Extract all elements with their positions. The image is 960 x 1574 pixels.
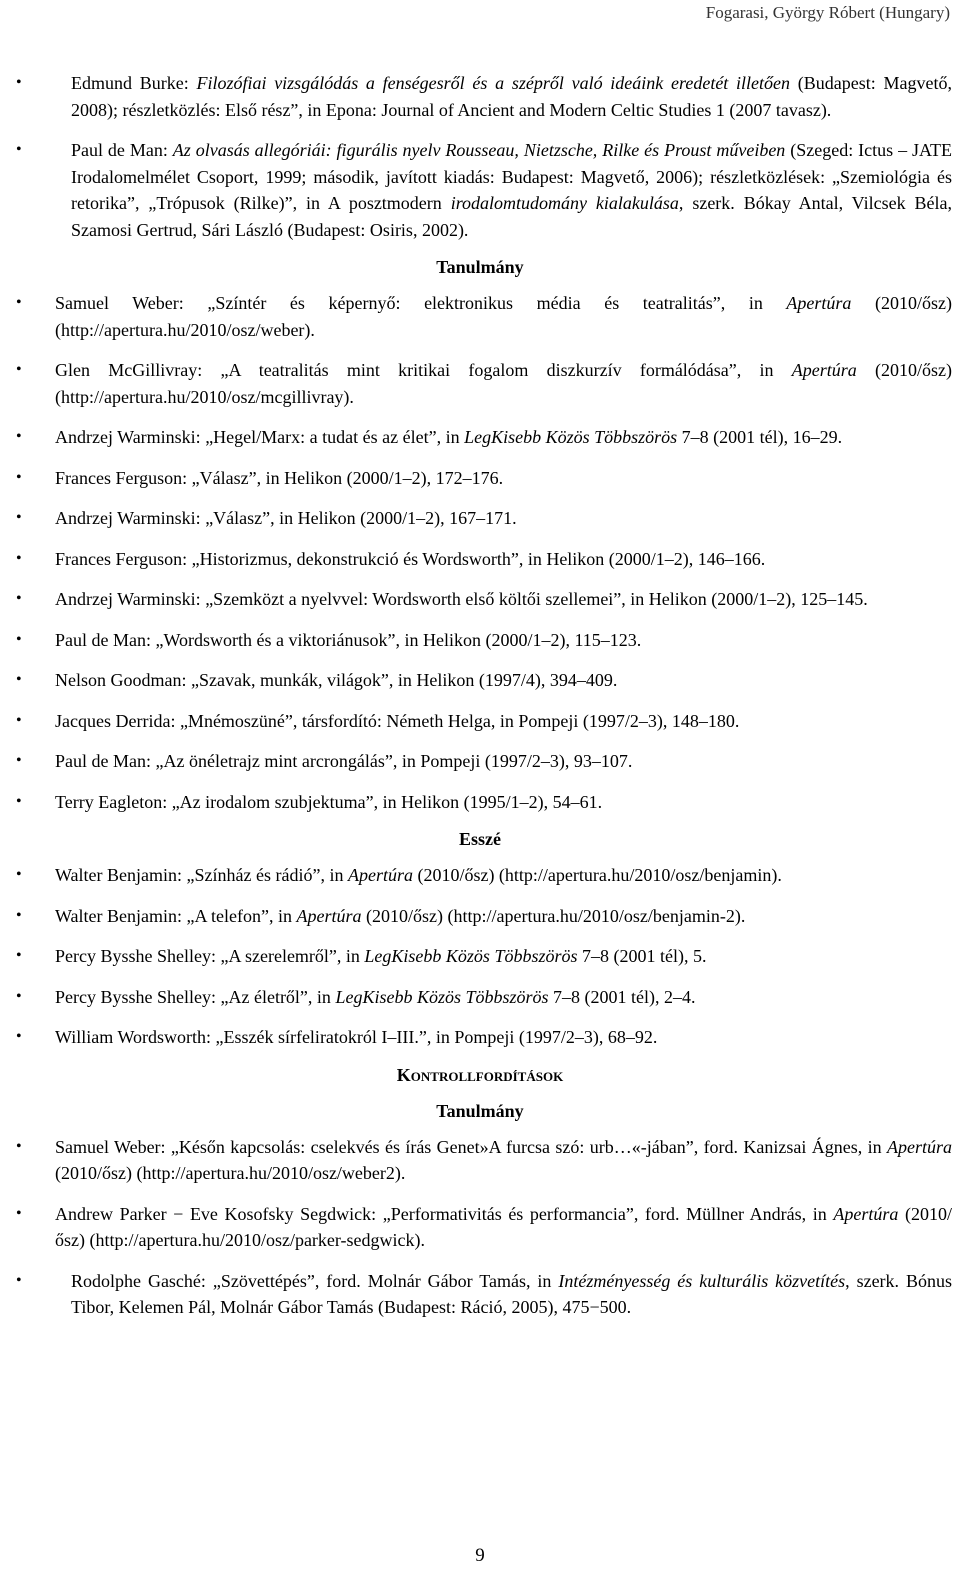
list-item: • Paul de Man: „Wordsworth és a viktoriánusok”, in Helikon (2000/1–2), 115–123. (55, 627, 952, 654)
list-item: • Frances Ferguson: „Válasz”, in Helikon (2000/1–2), 172–176. (55, 465, 952, 492)
list-item: • Walter Benjamin: „Színház és rádió”, in Apertúra (2010/ősz) (http://apertura.hu/2010/osz/benjamin). (55, 862, 952, 889)
list-item: • Jacques Derrida: „Mnémoszüné”, társfordító: Németh Helga, in Pompeji (1997/2–3), 148–180. (55, 708, 952, 735)
list-item-burke: • Edmund Burke: Filozófiai vizsgálódás a fenségesről és a szépről való ideáink eredetét illetően (Budapest: Magvető, 2008); részletközlés: Első rész”, in Epona: Journal of Ancient and Modern Celtic Studies 1 (2007 tavasz). (71, 70, 952, 123)
list-item: • Percy Bysshe Shelley: „Az életről”, in LegKisebb Közös Többszörös 7–8 (2001 tél), 2–4. (55, 984, 952, 1011)
list-item: • Paul de Man: „Az önéletrajz mint arcrongálás”, in Pompeji (1997/2–3), 93–107. (55, 748, 952, 775)
list-item: • Frances Ferguson: „Historizmus, dekonstrukció és Wordsworth”, in Helikon (2000/1–2), 146–166. (55, 546, 952, 573)
list-item: • Terry Eagleton: „Az irodalom szubjektuma”, in Helikon (1995/1–2), 54–61. (55, 789, 952, 816)
list-item: • Rodolphe Gasché: „Szövettépés”, ford. Molnár Gábor Tamás, in Intézményesség és kulturális közvetítés, szerk. Bónus Tibor, Kelemen Pál, Molnár Gábor Tamás (Budapest: Ráció, 2005), 475−500. (71, 1268, 952, 1321)
section-heading-tanulmany: Tanulmány (436, 257, 524, 277)
list-item: • William Wordsworth: „Esszék sírfeliratokról I–III.”, in Pompeji (1997/2–3), 68–92. (55, 1024, 952, 1051)
list-item: • Samuel Weber: „Későn kapcsolás: cselekvés és írás Genet»A furcsa szó: urb…«-jában”, ford. Kanizsai Ágnes, in Apertúra (2010/ősz) (http://apertura.hu/2010/osz/weber2). (55, 1134, 952, 1187)
list-item-de-man-allegoriai: • Paul de Man: Az olvasás allegóriái: figurális nyelv Rousseau, Nietzsche, Rilke és Proust műveiben (Szeged: Ictus – JATE Irodalomelmélet Csoport, 1999; második, javított kiadás: Budapest: Magvető, 2006); részletközlések: „Szemiológia és retorika”, „Trópusok (Rilke)”, in A posztmodern irodalomtudomány kialakulása, szerk. Bókay Antal, Vilcsek Béla, Szamosi Gertrud, Sári László (Budapest: Osiris, 2002). (71, 137, 952, 243)
bibliography-content (0, 70, 960, 1321)
list-item: • Nelson Goodman: „Szavak, munkák, világok”, in Helikon (1997/4), 394–409. (55, 667, 952, 694)
section-heading-kontroll-tanulmany: Tanulmány (436, 1100, 524, 1121)
running-header-author: Fogarasi, György Róbert (Hungary) (705, 3, 950, 22)
list-item: • Percy Bysshe Shelley: „A szerelemről”, in LegKisebb Közös Többszörös 7–8 (2001 tél), 5. (55, 943, 952, 970)
list-item: • Andrew Parker − Eve Kosofsky Segdwick: „Performativitás és performancia”, ford. Müllner András, in Apertúra (2010/ősz) (http://apertura.hu/2010/osz/parker-sedgwick). (55, 1201, 952, 1254)
list-item: • Samuel Weber: „Színtér és képernyő: elektronikus média és teatralitás”, in Apertúra (2010/ősz) (http://apertura.hu/2010/osz/weber). (55, 290, 952, 343)
list-item: • Andrzej Warminski: „Válasz”, in Helikon (2000/1–2), 167–171. (55, 505, 952, 532)
list-item: • Glen McGillivray: „A teatralitás mint kritikai fogalom diszkurzív formálódása”, in Apertúra (2010/ősz) (http://apertura.hu/2010/osz/mcgillivray). (55, 357, 952, 410)
list-item: • Andrzej Warminski: „Szemközt a nyelvvel: Wordsworth első költői szellemei”, in Helikon (2000/1–2), 125–145. (55, 586, 952, 613)
section-heading-essze: Esszé (459, 829, 501, 849)
page-number: 9 (475, 1545, 485, 1566)
section-title-kontrollforditasok: Kontrollfordítások (396, 1064, 564, 1085)
list-item: • Walter Benjamin: „A telefon”, in Apertúra (2010/ősz) (http://apertura.hu/2010/osz/benjamin-2). (55, 903, 952, 930)
list-item: • Andrzej Warminski: „Hegel/Marx: a tudat és az élet”, in LegKisebb Közös Többszörös 7–8 (2001 tél), 16–29. (55, 424, 952, 451)
